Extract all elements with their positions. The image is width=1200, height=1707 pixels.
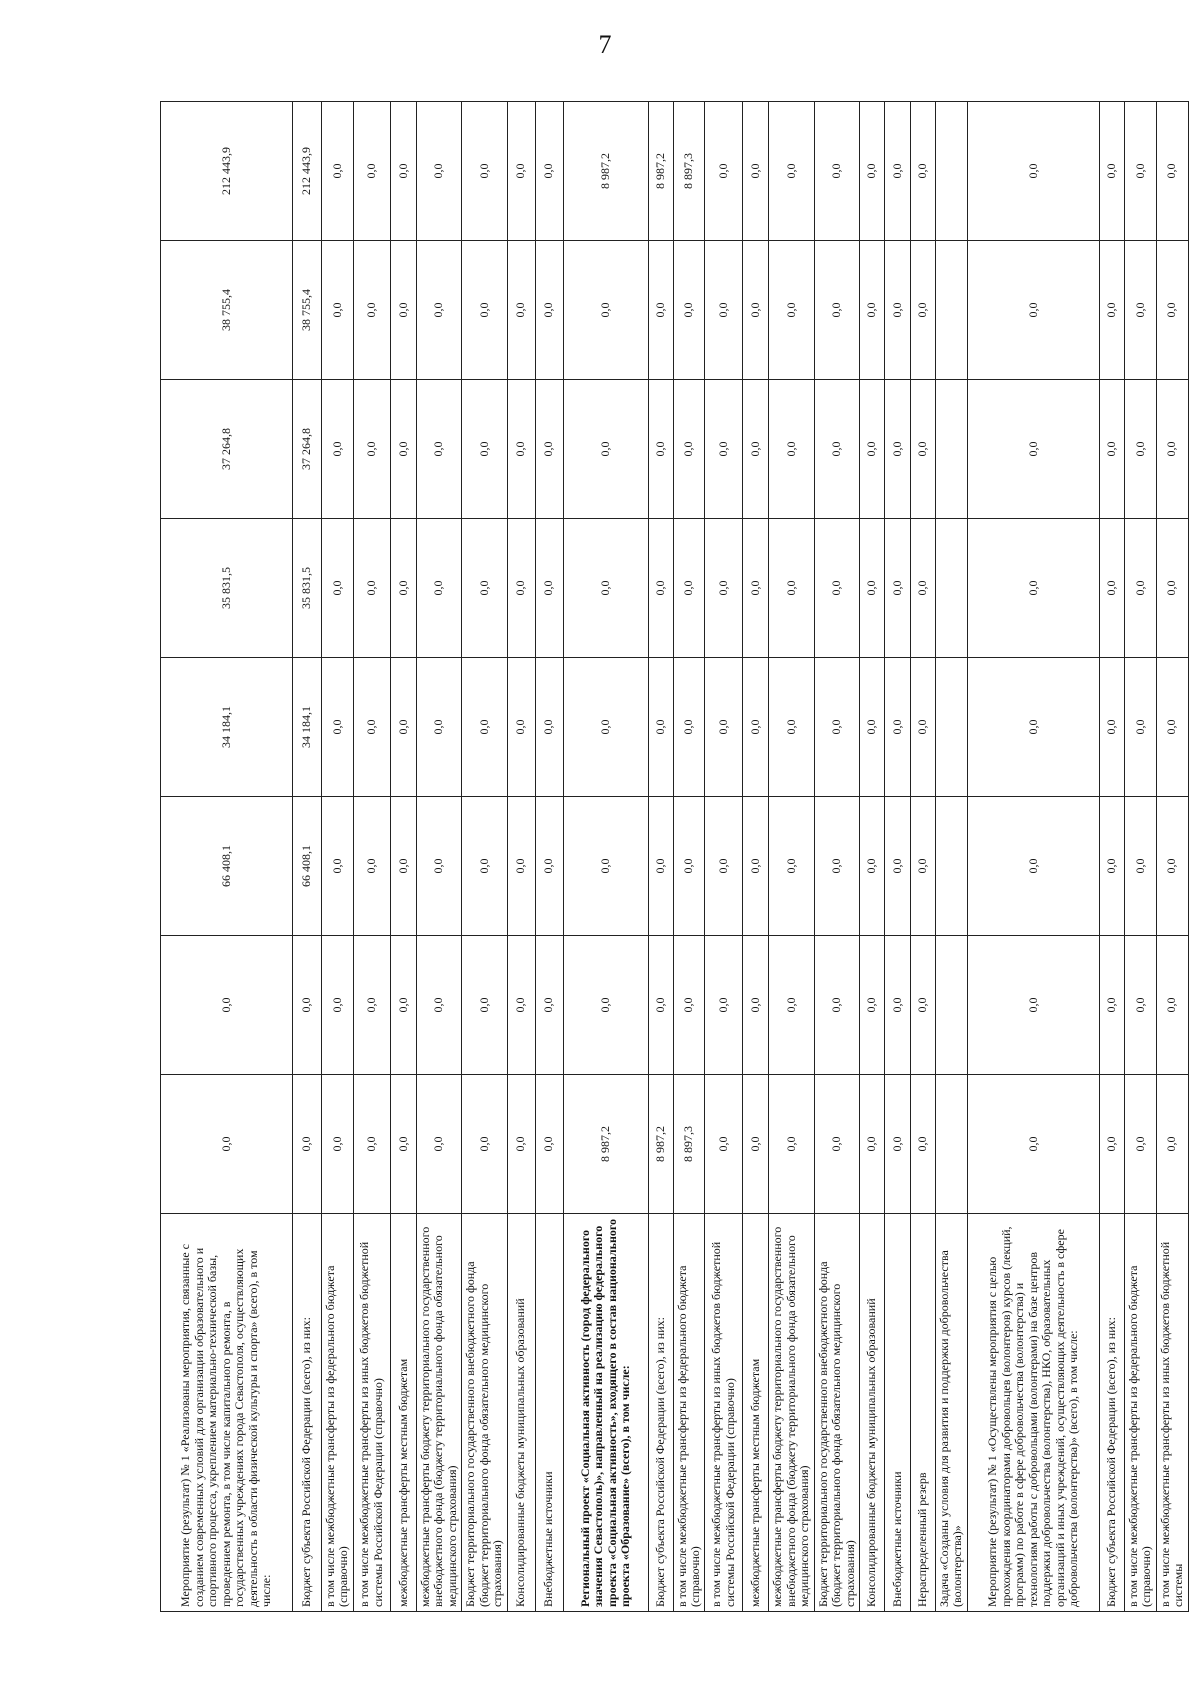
value-cell: 0,0 xyxy=(563,936,648,1075)
row-label: в том числе межбюджетные трансферты из федерального бюджета (справочно) xyxy=(673,1214,705,1612)
value-cell: 212 443,9 xyxy=(161,102,293,241)
value-cell: 0,0 xyxy=(648,658,673,797)
value-cell xyxy=(936,936,968,1075)
value-cell: 66 408,1 xyxy=(293,797,322,936)
value-cell: 0,0 xyxy=(860,241,885,380)
row-label: Бюджет субъекта Российской Федерации (всего), из них: xyxy=(293,1214,322,1612)
value-cell: 0,0 xyxy=(673,241,705,380)
value-cell: 0,0 xyxy=(743,519,769,658)
table-row xyxy=(535,102,563,1612)
value-cell: 0,0 xyxy=(648,519,673,658)
value-cell: 0,0 xyxy=(860,102,885,241)
value-cell: 0,0 xyxy=(416,1075,461,1214)
value-cell: 0,0 xyxy=(673,936,705,1075)
value-cell: 0,0 xyxy=(563,658,648,797)
value-cell: 0,0 xyxy=(648,380,673,519)
value-cell: 0,0 xyxy=(1124,797,1156,936)
value-cell: 0,0 xyxy=(507,241,535,380)
value-cell: 0,0 xyxy=(769,241,814,380)
value-cell: 8 987,2 xyxy=(563,1075,648,1214)
value-cell xyxy=(936,519,968,658)
value-cell: 0,0 xyxy=(705,102,743,241)
value-cell: 0,0 xyxy=(535,241,563,380)
value-cell: 0,0 xyxy=(1156,658,1188,797)
row-label: в том числе межбюджетные трансферты из федерального бюджета (справочно) xyxy=(322,1214,354,1612)
budget-table xyxy=(160,101,1189,1612)
table-row xyxy=(1099,102,1124,1612)
row-label: Внебюджетные источники xyxy=(535,1214,563,1612)
value-cell: 37 264,8 xyxy=(293,380,322,519)
row-label: Консолидированные бюджеты муниципальных образований xyxy=(507,1214,535,1612)
value-cell: 8 897,3 xyxy=(673,102,705,241)
value-cell: 0,0 xyxy=(1099,241,1124,380)
value-cell: 0,0 xyxy=(814,241,859,380)
value-cell: 0,0 xyxy=(507,658,535,797)
value-cell: 0,0 xyxy=(967,519,1099,658)
value-cell: 0,0 xyxy=(563,519,648,658)
value-cell: 34 184,1 xyxy=(161,658,293,797)
table-row xyxy=(563,102,648,1612)
value-cell: 0,0 xyxy=(1156,380,1188,519)
value-cell: 0,0 xyxy=(705,936,743,1075)
value-cell: 0,0 xyxy=(353,1075,390,1214)
row-label: межбюджетные трансферты бюджету территориального государственного внебюджетного фонда (бюджету территориального фонда обязательного медицинского страхования) xyxy=(416,1214,461,1612)
row-label: Мероприятие (результат) № 1 «Осуществлены мероприятия с целью прохождения координаторами добровольцев (волонтеров) курсов (лекций, программ) по работе в сфере добровольчества (волонтерства) и технологиям работы с добровольцами (волонтерами) на базе центров поддержки добровольчества (волонтерства), НКО, образовательных организаций и иных учреждений, осуществляющих деятельность в сфере добровольчества (волонтерства)» (всего), в том числе: xyxy=(967,1214,1099,1612)
row-label: Консолидированные бюджеты муниципальных образований xyxy=(860,1214,885,1612)
value-cell: 0,0 xyxy=(814,380,859,519)
value-cell: 0,0 xyxy=(648,241,673,380)
value-cell: 0,0 xyxy=(860,380,885,519)
value-cell: 0,0 xyxy=(1124,1075,1156,1214)
value-cell: 0,0 xyxy=(1099,380,1124,519)
value-cell: 0,0 xyxy=(885,1075,911,1214)
value-cell: 0,0 xyxy=(814,936,859,1075)
value-cell: 0,0 xyxy=(353,936,390,1075)
value-cell: 0,0 xyxy=(769,519,814,658)
value-cell: 38 755,4 xyxy=(161,241,293,380)
value-cell: 0,0 xyxy=(967,1075,1099,1214)
value-cell: 0,0 xyxy=(416,658,461,797)
value-cell: 0,0 xyxy=(860,519,885,658)
value-cell: 0,0 xyxy=(673,658,705,797)
value-cell: 0,0 xyxy=(563,241,648,380)
value-cell: 0,0 xyxy=(390,241,416,380)
value-cell: 0,0 xyxy=(967,936,1099,1075)
value-cell: 0,0 xyxy=(814,658,859,797)
value-cell: 0,0 xyxy=(322,102,354,241)
value-cell: 0,0 xyxy=(462,102,507,241)
value-cell: 0,0 xyxy=(293,1075,322,1214)
value-cell: 34 184,1 xyxy=(293,658,322,797)
value-cell: 0,0 xyxy=(967,380,1099,519)
row-label: межбюджетные трансферты местным бюджетам xyxy=(390,1214,416,1612)
value-cell: 0,0 xyxy=(390,1075,416,1214)
value-cell: 0,0 xyxy=(390,936,416,1075)
value-cell: 0,0 xyxy=(911,241,936,380)
row-label: Бюджет субъекта Российской Федерации (всего), из них: xyxy=(648,1214,673,1612)
table-row xyxy=(860,102,885,1612)
value-cell: 0,0 xyxy=(911,1075,936,1214)
table-row xyxy=(648,102,673,1612)
value-cell: 0,0 xyxy=(535,1075,563,1214)
value-cell: 0,0 xyxy=(322,241,354,380)
value-cell: 0,0 xyxy=(535,380,563,519)
value-cell: 0,0 xyxy=(416,241,461,380)
table-row xyxy=(673,102,705,1612)
value-cell: 8 987,2 xyxy=(563,102,648,241)
value-cell: 0,0 xyxy=(860,936,885,1075)
value-cell: 0,0 xyxy=(462,936,507,1075)
value-cell: 0,0 xyxy=(390,102,416,241)
row-label: в том числе межбюджетные трансферты из иных бюджетов бюджетной системы xyxy=(1156,1214,1188,1612)
table-row xyxy=(814,102,859,1612)
value-cell: 0,0 xyxy=(814,102,859,241)
row-label: в том числе межбюджетные трансферты из федерального бюджета (справочно) xyxy=(1124,1214,1156,1612)
value-cell: 0,0 xyxy=(462,519,507,658)
table-row xyxy=(353,102,390,1612)
value-cell: 0,0 xyxy=(563,380,648,519)
table-row xyxy=(416,102,461,1612)
value-cell: 0,0 xyxy=(673,380,705,519)
value-cell: 0,0 xyxy=(390,658,416,797)
value-cell: 0,0 xyxy=(967,241,1099,380)
row-label: Бюджет субъекта Российской Федерации (всего), из них: xyxy=(1099,1214,1124,1612)
table-row xyxy=(936,102,968,1612)
value-cell: 0,0 xyxy=(648,797,673,936)
value-cell: 0,0 xyxy=(416,380,461,519)
value-cell: 0,0 xyxy=(353,658,390,797)
value-cell: 0,0 xyxy=(322,380,354,519)
value-cell: 0,0 xyxy=(967,797,1099,936)
value-cell: 0,0 xyxy=(507,519,535,658)
value-cell: 8 987,2 xyxy=(648,102,673,241)
value-cell: 0,0 xyxy=(1124,102,1156,241)
value-cell: 0,0 xyxy=(705,797,743,936)
value-cell: 0,0 xyxy=(353,380,390,519)
value-cell: 0,0 xyxy=(860,1075,885,1214)
value-cell: 0,0 xyxy=(1099,1075,1124,1214)
value-cell: 0,0 xyxy=(353,797,390,936)
value-cell: 0,0 xyxy=(1124,380,1156,519)
value-cell: 0,0 xyxy=(860,658,885,797)
value-cell: 0,0 xyxy=(535,797,563,936)
table-row xyxy=(885,102,911,1612)
value-cell: 0,0 xyxy=(743,241,769,380)
value-cell: 0,0 xyxy=(743,380,769,519)
value-cell: 0,0 xyxy=(743,1075,769,1214)
row-label: Региональный проект «Социальная активность (город федерального значения Севастополь)», направленный на реализацию федерального проекта «Социальная активность», входящего в состав национального проекта «Образование» (всего), в том числе: xyxy=(563,1214,648,1612)
value-cell: 0,0 xyxy=(322,658,354,797)
value-cell: 0,0 xyxy=(535,102,563,241)
value-cell: 0,0 xyxy=(416,519,461,658)
value-cell: 0,0 xyxy=(769,1075,814,1214)
value-cell: 0,0 xyxy=(1124,658,1156,797)
table-row xyxy=(769,102,814,1612)
value-cell: 0,0 xyxy=(673,519,705,658)
page-number: 7 xyxy=(598,30,612,59)
table-row xyxy=(462,102,507,1612)
value-cell: 0,0 xyxy=(390,797,416,936)
value-cell: 0,0 xyxy=(769,380,814,519)
row-label: Бюджет территориального государственного внебюджетного фонда (бюджет территориального фонда обязательного медицинского страхования) xyxy=(462,1214,507,1612)
value-cell: 0,0 xyxy=(390,519,416,658)
value-cell: 0,0 xyxy=(705,1075,743,1214)
value-cell: 0,0 xyxy=(911,658,936,797)
value-cell: 0,0 xyxy=(1156,102,1188,241)
value-cell: 35 831,5 xyxy=(293,519,322,658)
value-cell: 0,0 xyxy=(1099,102,1124,241)
value-cell: 0,0 xyxy=(769,936,814,1075)
value-cell: 0,0 xyxy=(743,658,769,797)
value-cell: 0,0 xyxy=(161,1075,293,1214)
value-cell: 0,0 xyxy=(1124,936,1156,1075)
value-cell: 0,0 xyxy=(911,380,936,519)
value-cell: 0,0 xyxy=(535,936,563,1075)
row-label: межбюджетные трансферты местным бюджетам xyxy=(743,1214,769,1612)
value-cell: 0,0 xyxy=(885,936,911,1075)
value-cell: 0,0 xyxy=(462,380,507,519)
value-cell: 0,0 xyxy=(967,102,1099,241)
value-cell: 0,0 xyxy=(705,519,743,658)
table-row xyxy=(743,102,769,1612)
value-cell: 0,0 xyxy=(885,519,911,658)
value-cell: 0,0 xyxy=(1099,797,1124,936)
value-cell: 0,0 xyxy=(814,797,859,936)
rotated-table-wrapper xyxy=(160,102,1186,1612)
value-cell: 0,0 xyxy=(814,1075,859,1214)
row-label: в том числе межбюджетные трансферты из иных бюджетов бюджетной системы Российской Федерации (справочно) xyxy=(705,1214,743,1612)
value-cell: 0,0 xyxy=(885,380,911,519)
table-row xyxy=(1124,102,1156,1612)
value-cell: 0,0 xyxy=(353,241,390,380)
value-cell xyxy=(936,241,968,380)
value-cell: 0,0 xyxy=(967,658,1099,797)
value-cell: 0,0 xyxy=(743,797,769,936)
value-cell: 0,0 xyxy=(648,936,673,1075)
value-cell: 0,0 xyxy=(1124,519,1156,658)
value-cell: 0,0 xyxy=(1099,519,1124,658)
value-cell: 0,0 xyxy=(353,519,390,658)
value-cell: 8 897,3 xyxy=(673,1075,705,1214)
value-cell xyxy=(936,102,968,241)
value-cell: 0,0 xyxy=(1156,519,1188,658)
table-row xyxy=(507,102,535,1612)
value-cell: 0,0 xyxy=(161,936,293,1075)
table-body xyxy=(161,102,1189,1612)
value-cell: 0,0 xyxy=(1099,658,1124,797)
table-row xyxy=(390,102,416,1612)
value-cell: 0,0 xyxy=(416,797,461,936)
value-cell: 0,0 xyxy=(507,797,535,936)
value-cell xyxy=(936,658,968,797)
row-label: в том числе межбюджетные трансферты из иных бюджетов бюджетной системы Российской Федерации (справочно) xyxy=(353,1214,390,1612)
value-cell: 38 755,4 xyxy=(293,241,322,380)
value-cell: 0,0 xyxy=(462,797,507,936)
value-cell: 0,0 xyxy=(322,936,354,1075)
table-row xyxy=(1156,102,1188,1612)
value-cell: 0,0 xyxy=(563,797,648,936)
value-cell: 0,0 xyxy=(705,658,743,797)
value-cell: 0,0 xyxy=(507,936,535,1075)
value-cell: 0,0 xyxy=(462,1075,507,1214)
value-cell: 0,0 xyxy=(507,1075,535,1214)
value-cell: 0,0 xyxy=(353,102,390,241)
row-label: Нераспределенный резерв xyxy=(911,1214,936,1612)
table-row xyxy=(322,102,354,1612)
row-label: Внебюджетные источники xyxy=(885,1214,911,1612)
value-cell: 0,0 xyxy=(416,936,461,1075)
value-cell: 0,0 xyxy=(885,658,911,797)
row-label: Мероприятие (результат) № 1 «Реализованы мероприятия, связанные с созданием современных условий для организации образовательного и спортивного процесса, укреплением материально-технической базы, проведением ремонта, в том числе капитального ремонта, в государственных учреждениях города Севастополя, осуществляющих деятельность в области физической культуры и спорта» (всего), в том числе: xyxy=(161,1214,293,1612)
value-cell xyxy=(936,380,968,519)
value-cell: 212 443,9 xyxy=(293,102,322,241)
value-cell: 0,0 xyxy=(507,102,535,241)
value-cell: 0,0 xyxy=(322,797,354,936)
value-cell: 0,0 xyxy=(1156,936,1188,1075)
table-row xyxy=(911,102,936,1612)
value-cell: 35 831,5 xyxy=(161,519,293,658)
table-row xyxy=(293,102,322,1612)
value-cell: 0,0 xyxy=(911,519,936,658)
value-cell: 0,0 xyxy=(462,658,507,797)
value-cell: 8 987,2 xyxy=(648,1075,673,1214)
value-cell: 0,0 xyxy=(769,102,814,241)
value-cell: 0,0 xyxy=(1156,797,1188,936)
value-cell: 0,0 xyxy=(1156,1075,1188,1214)
value-cell: 0,0 xyxy=(769,797,814,936)
value-cell xyxy=(936,797,968,936)
value-cell: 0,0 xyxy=(1124,241,1156,380)
value-cell: 0,0 xyxy=(885,797,911,936)
value-cell: 0,0 xyxy=(743,936,769,1075)
value-cell: 0,0 xyxy=(673,797,705,936)
value-cell: 0,0 xyxy=(1156,241,1188,380)
value-cell: 0,0 xyxy=(885,241,911,380)
value-cell: 0,0 xyxy=(705,241,743,380)
table-row xyxy=(161,102,293,1612)
value-cell: 0,0 xyxy=(416,102,461,241)
row-label: межбюджетные трансферты бюджету территориального государственного внебюджетного фонда (бюджету территориального фонда обязательного медицинского страхования) xyxy=(769,1214,814,1612)
value-cell: 0,0 xyxy=(322,519,354,658)
value-cell: 0,0 xyxy=(769,658,814,797)
value-cell: 66 408,1 xyxy=(161,797,293,936)
table-row xyxy=(967,102,1099,1612)
value-cell: 0,0 xyxy=(293,936,322,1075)
value-cell: 0,0 xyxy=(462,241,507,380)
value-cell: 0,0 xyxy=(814,519,859,658)
value-cell: 0,0 xyxy=(705,380,743,519)
value-cell: 0,0 xyxy=(535,658,563,797)
value-cell: 0,0 xyxy=(860,797,885,936)
value-cell: 0,0 xyxy=(1099,936,1124,1075)
value-cell: 0,0 xyxy=(535,519,563,658)
value-cell: 37 264,8 xyxy=(161,380,293,519)
value-cell: 0,0 xyxy=(743,102,769,241)
value-cell: 0,0 xyxy=(885,102,911,241)
value-cell: 0,0 xyxy=(911,797,936,936)
value-cell xyxy=(936,1075,968,1214)
row-label: Задача «Созданы условия для развития и поддержки добровольчества (волонтерства)» xyxy=(936,1214,968,1612)
value-cell: 0,0 xyxy=(322,1075,354,1214)
value-cell: 0,0 xyxy=(911,936,936,1075)
table-row xyxy=(705,102,743,1612)
value-cell: 0,0 xyxy=(390,380,416,519)
value-cell: 0,0 xyxy=(507,380,535,519)
row-label: Бюджет территориального государственного внебюджетного фонда (бюджет территориального фонда обязательного медицинского страхования) xyxy=(814,1214,859,1612)
value-cell: 0,0 xyxy=(911,102,936,241)
